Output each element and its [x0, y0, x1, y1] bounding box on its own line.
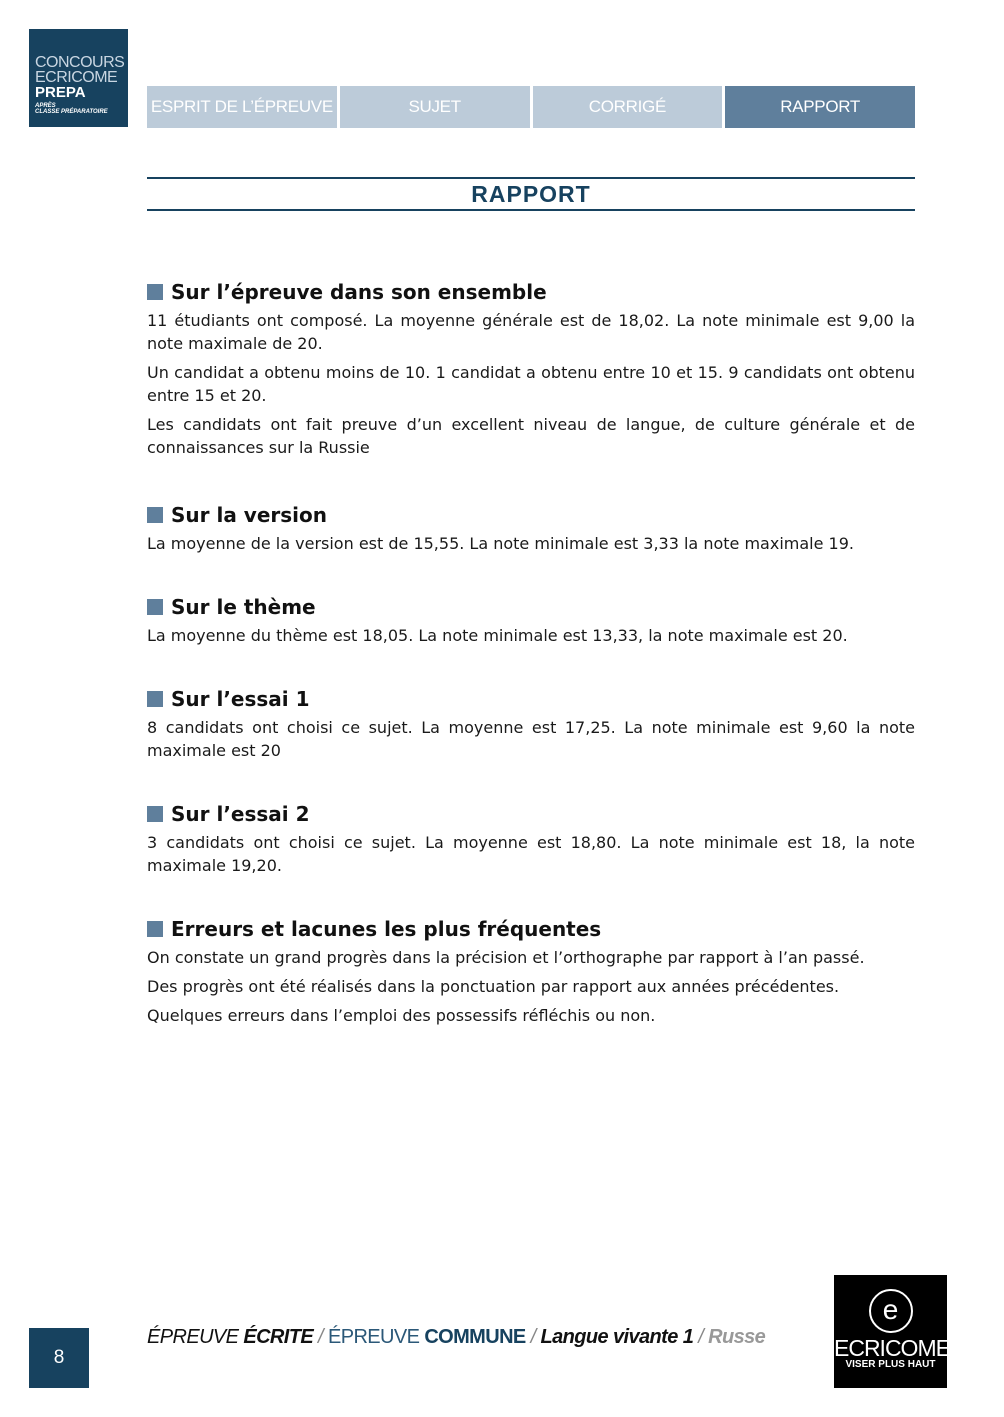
footer-epreuve: ÉPREUVE — [147, 1326, 244, 1348]
section-heading — [147, 687, 915, 711]
paragraph: Des progrès ont été réalisés dans la ponctuation par rapport aux années précédentes. — [147, 977, 840, 996]
brand-tagline: VISER PLUS HAUT — [845, 1359, 936, 1370]
paragraph: Les candidats ont fait preuve d’un excellent niveau de langue, de culture générale et de connaissances sur la Russie — [147, 415, 915, 457]
paragraph: Quelques erreurs dans l’emploi des possessifs réfléchis ou non. — [147, 1006, 656, 1025]
tab-esprit[interactable]: ESPRIT DE L’ÉPREUVE — [147, 86, 337, 128]
report-content — [147, 280, 915, 1033]
footer-separator: / — [693, 1326, 709, 1348]
section-version — [147, 503, 915, 555]
bullet-square-icon — [147, 599, 163, 615]
heading-text: Sur l’essai 1 — [171, 687, 310, 711]
heading-text: Sur la version — [171, 503, 327, 527]
section-heading — [147, 503, 915, 527]
logo-line: CONCOURS — [35, 54, 125, 71]
footer-separator: / — [525, 1326, 541, 1348]
heading-text: Erreurs et lacunes les plus fréquentes — [171, 917, 602, 941]
bullet-square-icon — [147, 691, 163, 707]
paragraph: Un candidat a obtenu moins de 10. 1 candidat a obtenu entre 10 et 15. 9 candidats ont obtenu entre 15 et 20. — [147, 363, 915, 405]
footer-breadcrumb — [147, 1326, 765, 1349]
section-tabs — [147, 86, 915, 128]
section-ensemble — [147, 280, 915, 459]
tab-rapport[interactable]: RAPPORT — [725, 86, 915, 128]
section-heading — [147, 280, 915, 304]
concours-ecricome-prepa-logo — [29, 29, 128, 127]
section-heading — [147, 917, 915, 941]
bullet-square-icon — [147, 921, 163, 937]
ecricome-logo — [834, 1275, 950, 1388]
paragraph: 3 candidats ont choisi ce sujet. La moyenne est 18,80. La note minimale est 18, la note maximale 19,20. — [147, 833, 915, 875]
tab-corrige[interactable]: CORRIGÉ — [533, 86, 723, 128]
paragraph: 11 étudiants ont composé. La moyenne générale est de 18,02. La note minimale est 9,00 la note maximale de 20. — [147, 311, 915, 353]
footer-epreuve-2: ÉPREUVE — [327, 1326, 425, 1348]
logo-line: APRÈS — [35, 103, 56, 109]
paragraph: La moyenne de la version est de 15,55. La note minimale est 3,33 la note maximale 19. — [147, 534, 854, 553]
footer-commune: COMMUNE — [424, 1326, 526, 1348]
tab-sujet[interactable]: SUJET — [340, 86, 530, 128]
heading-text: Sur l’épreuve dans son ensemble — [171, 280, 547, 304]
bullet-square-icon — [147, 284, 163, 300]
paragraph: On constate un grand progrès dans la précision et l’orthographe par rapport à l’an passé. — [147, 948, 865, 967]
bullet-square-icon — [147, 806, 163, 822]
paragraph: La moyenne du thème est 18,05. La note minimale est 13,33, la note maximale est 20. — [147, 626, 848, 645]
section-heading — [147, 595, 915, 619]
heading-text: Sur le thème — [171, 595, 316, 619]
section-heading — [147, 802, 915, 826]
page-title: RAPPORT — [147, 177, 915, 211]
footer-russe: Russe — [708, 1326, 766, 1348]
e-circle-icon: e — [869, 1289, 913, 1333]
logo-line: PREPA — [35, 84, 86, 101]
footer-ecrite: ÉCRITE — [243, 1326, 314, 1348]
page-number: 8 — [29, 1328, 89, 1388]
section-erreurs — [147, 917, 915, 1027]
bullet-square-icon — [147, 507, 163, 523]
footer-separator: / — [313, 1326, 328, 1348]
footer-langue: Langue vivante 1 — [540, 1326, 694, 1348]
section-theme — [147, 595, 915, 647]
heading-text: Sur l’essai 2 — [171, 802, 310, 826]
paragraph: 8 candidats ont choisi ce sujet. La moyenne est 17,25. La note minimale est 9,60 la note maximale est 20 — [147, 718, 915, 760]
logo-line: CLASSE PRÉPARATOIRE — [35, 109, 108, 115]
section-essai-1 — [147, 687, 915, 762]
logo-line: ECRICOME — [35, 69, 118, 86]
section-essai-2 — [147, 802, 915, 877]
brand-name: ECRICOME — [834, 1335, 950, 1361]
